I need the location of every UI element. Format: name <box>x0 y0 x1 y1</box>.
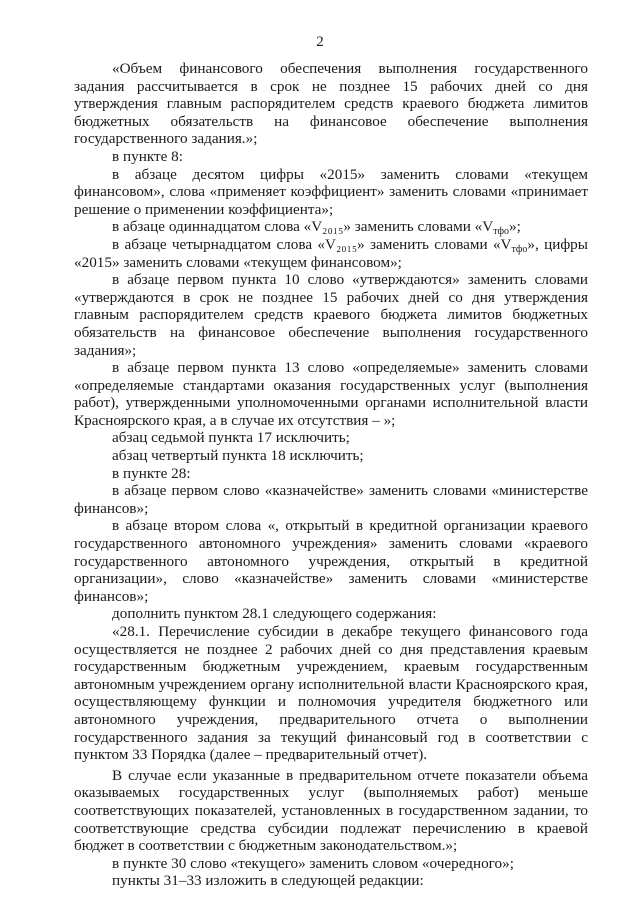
paragraph: «28.1. Перечисление субсидии в декабре текущего финансового года осуществляется не позднее 2 рабочих дней со дня представления краевым государственным бюджетным учреждением, краевым государственным автономным учреждением органу исполнительной власти Красноярского края, осуществляющему функции и полномочия учредителя бюджетного или автономного учреждения, предварительного отчета о выполнении государственного задания за текущий финансовый год в соответствии с пунктом 33 Порядка (далее – предварительный отчет). <box>74 623 588 764</box>
paragraph: абзац седьмой пункта 17 исключить; <box>112 429 350 447</box>
paragraph: в абзаце втором слова «, открытый в кредитной организации краевого государственного автономного учреждения» заменить словами «краевого государственного автономного учреждения, открытый в кредитной организации», слово «казначействе» заменить словами «министерстве финансов»; <box>74 517 588 605</box>
paragraph: пункты 31–33 изложить в следующей редакции: <box>112 872 424 890</box>
document-body <box>74 60 588 890</box>
paragraph: в абзаце первом пункта 10 слово «утверждаются» заменить словами «утверждаются в срок не позднее 15 рабочих дней со дня утверждения главным распорядителем средств краевого бюджета лимитов бюджетных обязательств на финансовое обеспечение выполнения государственного задания»; <box>74 271 588 359</box>
paragraph: абзац четвертый пункта 18 исключить; <box>112 447 364 465</box>
page-number: 2 <box>316 34 324 50</box>
paragraph: в абзаце четырнадцатом слова «V₂₀₁₅» заменить словами «$V_{тфо}$», цифры «2015» заменить словами «текущем финансовом»; <box>74 235 588 271</box>
paragraph: в пункте 30 слово «текущего» заменить словом «очередного»; <box>112 854 514 872</box>
paragraph: в пункте 28: <box>112 464 191 482</box>
paragraph: дополнить пунктом 28.1 следующего содержания: <box>112 605 437 623</box>
paragraph: в пункте 8: <box>112 147 183 165</box>
paragraph: в абзаце десятом цифры «2015» заменить словами «текущем финансовом», слова «применяет коэффициент» заменить словами «принимает решение о применении коэффициента»; <box>74 165 588 218</box>
paragraph: «Объем финансового обеспечения выполнения государственного задания рассчитывается в срок не позднее 15 рабочих дней со дня утверждения главным распорядителем средств краевого бюджета лимитов бюджетных обязательств на финансовое обеспечение выполнения государственного задания.»; <box>74 60 588 148</box>
paragraph: в абзаце одиннадцатом слова «V₂₀₁₅» заменить словами «$V_{тфо}$»; <box>112 218 521 238</box>
paragraph: в абзаце первом слово «казначействе» заменить словами «министерстве финансов»; <box>74 482 588 517</box>
paragraph: В случае если указанные в предварительном отчете показатели объема оказываемых государственных услуг (выполняемых работ) меньше соответствующих показателей, установленных в государственном задании, то соответствующие средства субсидии подлежат перечислению в краевой бюджет в соответствии с бюджетным законодательством.»; <box>74 766 588 855</box>
paragraph: в абзаце первом пункта 13 слово «определяемые» заменить словами «определяемые стандартами оказания государственных услуг (выполнения работ), утвержденными уполномоченными органами исполнительной власти Красноярского края, а в случае их отсутствия – »; <box>74 359 588 429</box>
